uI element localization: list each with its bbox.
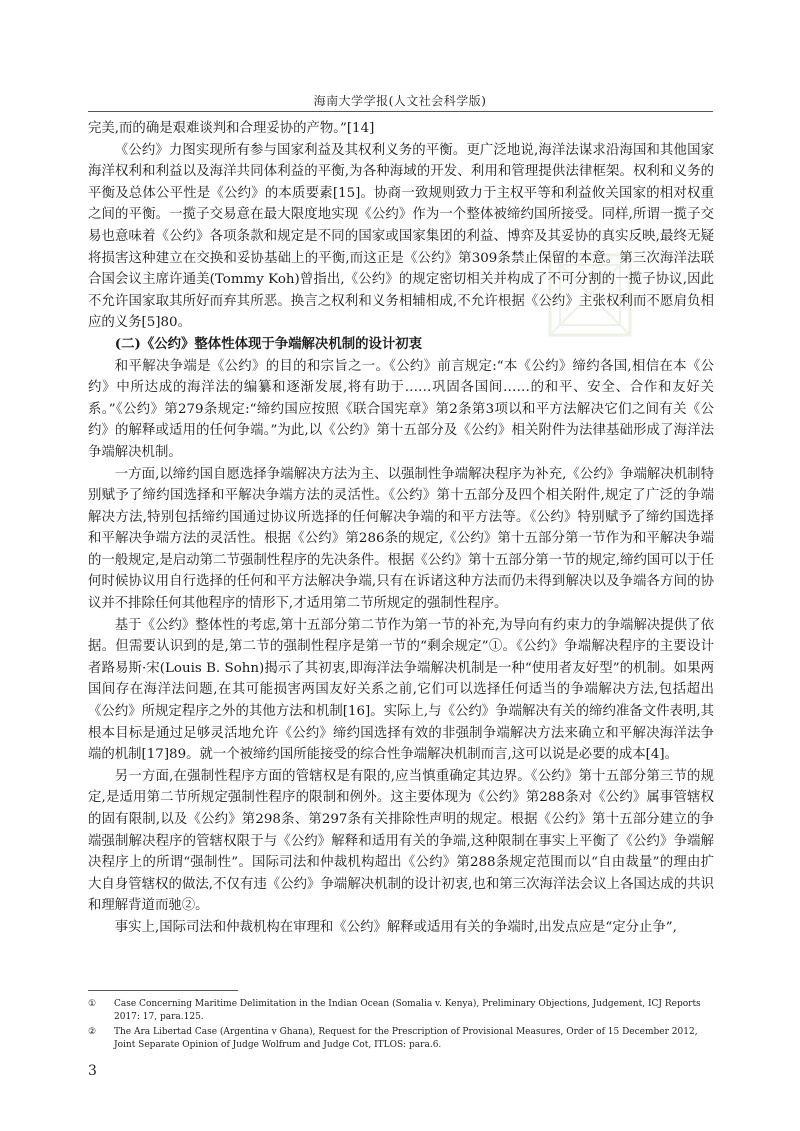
footnote <box>88 1026 714 1052</box>
paragraph-3: 和平解决争端是《公约》的目的和宗旨之一。《公约》前言规定:“本《公约》缔约各国,相信在本《公约》中所达成的海洋法的编纂和逐渐发展,将有助于……巩固各国间……的和平、安全、合作和友好关系。”《公约》第279条规定:“缔约国应按照《联合国宪章》第2条第3项以和平方法解决它们之间有关《公约》的解释或适用的任何争端。”为此,以《公约》第十五部分及《公约》相关附件为法律基础形成了海洋法争端解决机制。 <box>88 358 714 460</box>
footnote-marker: ② <box>88 1027 97 1037</box>
footnote <box>88 998 714 1024</box>
footnote-text: Case Concerning Maritime Delimitation in the Indian Ocean (Somalia v. Kenya), Preliminary Objections, Judgement, ICJ Reports 2017: 17, para.125. <box>114 999 701 1022</box>
footnotes <box>88 998 714 1054</box>
paragraph-4: 一方面,以缔约国自愿选择争端解决方法为主、以强制性争端解决程序为补充,《公约》争端解决机制特别赋予了缔约国选择和平解决争端方法的灵活性。《公约》第十五部分及四个相关附件,规定了广泛的争端解决方法,特别包括缔约国通过协议所选择的任何解决争端的和平方法等。《公约》特别赋予了缔约国选择和平解决争端方法的灵活性。根据《公约》第286条的规定,《公约》第十五部分第一节作为和平解决争端的一般规定,是启动第二节强制性程序的先决条件。根据《公约》第十五部分第一节的规定,缔约国可以于任何时候协议用自行选择的任何和平方法解决争端,只有在诉诸这种方法而仍未得到解决以及争端各方间的协议并不排除任何其他程序的情形下,才适用第二节所规定的强制性程序。 <box>88 466 714 612</box>
footnote-marker: ① <box>88 999 97 1009</box>
paragraph-7: 事实上,国际司法和仲裁机构在审理和《公约》解释或适用有关的争端时,出发点应是“定分止争”, <box>114 919 677 935</box>
section-heading: (二)《公约》整体性体现于争端解决机制的设计初衷 <box>114 335 423 352</box>
running-header: 海南大学学报(人文社会科学版) <box>313 94 487 108</box>
paragraph-1: 完美,而的确是艰难谈判和合理妥协的产物。”[14] <box>88 121 375 136</box>
paragraph-5: 基于《公约》整体性的考虑,第十五部分第二节作为第一节的补充,为导向有约束力的争端解决提供了依据。但需要认识到的是,第二节的强制性程序是第一节的“剩余规定”①。《公约》争端解决程序的主要设计者路易斯·宋(Louis B. Sohn)揭示了其初衷,即海洋法争端解决机制是一种“使用者友好型”的机制。如果两国间存在海洋法问题,在其可能损害两国友好关系之前,它们可以选择任何适当的争端解决方法,包括超出《公约》所规定程序之外的其他方法和机制[16]。实际上,与《公约》争端解决有关的缔约准备文件表明,其根本目标是通过足够灵活地允许《公约》缔约国选择有效的非强制争端解决方法来确立和平解决海洋法争端的机制[17]89。就一个被缔约国所能接受的综合性争端解决机制而言,这可以说是必要的成本[4]。 <box>88 617 714 763</box>
page-number: 3 <box>88 1063 97 1079</box>
footnote-text: The Ara Libertad Case (Argentina v Ghana), Request for the Prescription of Provisional Measures, Order of 15 December 2012, Joint Separate Opinion of Judge Wolfrum and Judge Cot, ITLOS: para.6. <box>114 1027 698 1050</box>
article-body <box>88 118 714 939</box>
paragraph-6: 另一方面,在强制性程序方面的管辖权是有限的,应当慎重确定其边界。《公约》第十五部分第三节的规定,是适用第二节所规定强制性程序的限制和例外。这主要体现为《公约》第288条对《公约》属事管辖权的固有限制,以及《公约》第298条、第297条有关排除性声明的规定。根据《公约》第十五部分建立的争端强制解决程序的管辖权限于与《公约》解释和适用有关的争端,这种限制在事实上平衡了《公约》争端解决程序上的所谓“强制性”。国际司法和仲裁机构超出《公约》第288条规定范围而以“自由裁量”的理由扩大自身管辖权的做法,不仅有违《公约》争端解决机制的设计初衷,也和第三次海洋法会议上各国达成的共识和理解背道而驰②。 <box>88 768 714 914</box>
footnote-rule <box>88 990 238 991</box>
header-rule <box>88 111 713 112</box>
paragraph-2: 《公约》力图实现所有参与国家利益及其权利义务的平衡。更广泛地说,海洋法谋求沿海国和其他国家海洋权利和利益以及海洋共同体利益的平衡,为各种海域的开发、利用和管理提供法律框架。权利和义务的平衡及总体公平性是《公约》的本质要素[15]。协商一致规则致力于主权平等和利益攸关国家的相对权重之间的平衡。一揽子交易意在最大限度地实现《公约》作为一个整体被缔约国所接受。同样,所谓一揽子交易也意味着《公约》各项条款和规定是不同的国家或国家集团的利益、博弈及其妥协的真实反映,最终无疑将损害这种建立在交换和妥协基础上的平衡,而这正是《公约》第309条禁止保留的本意。第三次海洋法联合国会议主席许通美(Tommy Koh)曾指出,《公约》的规定密切相关并构成了不可分割的一揽子协议,因此不允许国家取其所好而弃其所恶。换言之权利和义务相辅相成,不允许根据《公约》主张权利而不愿肩负相应的义务[5]80。 <box>88 142 714 331</box>
